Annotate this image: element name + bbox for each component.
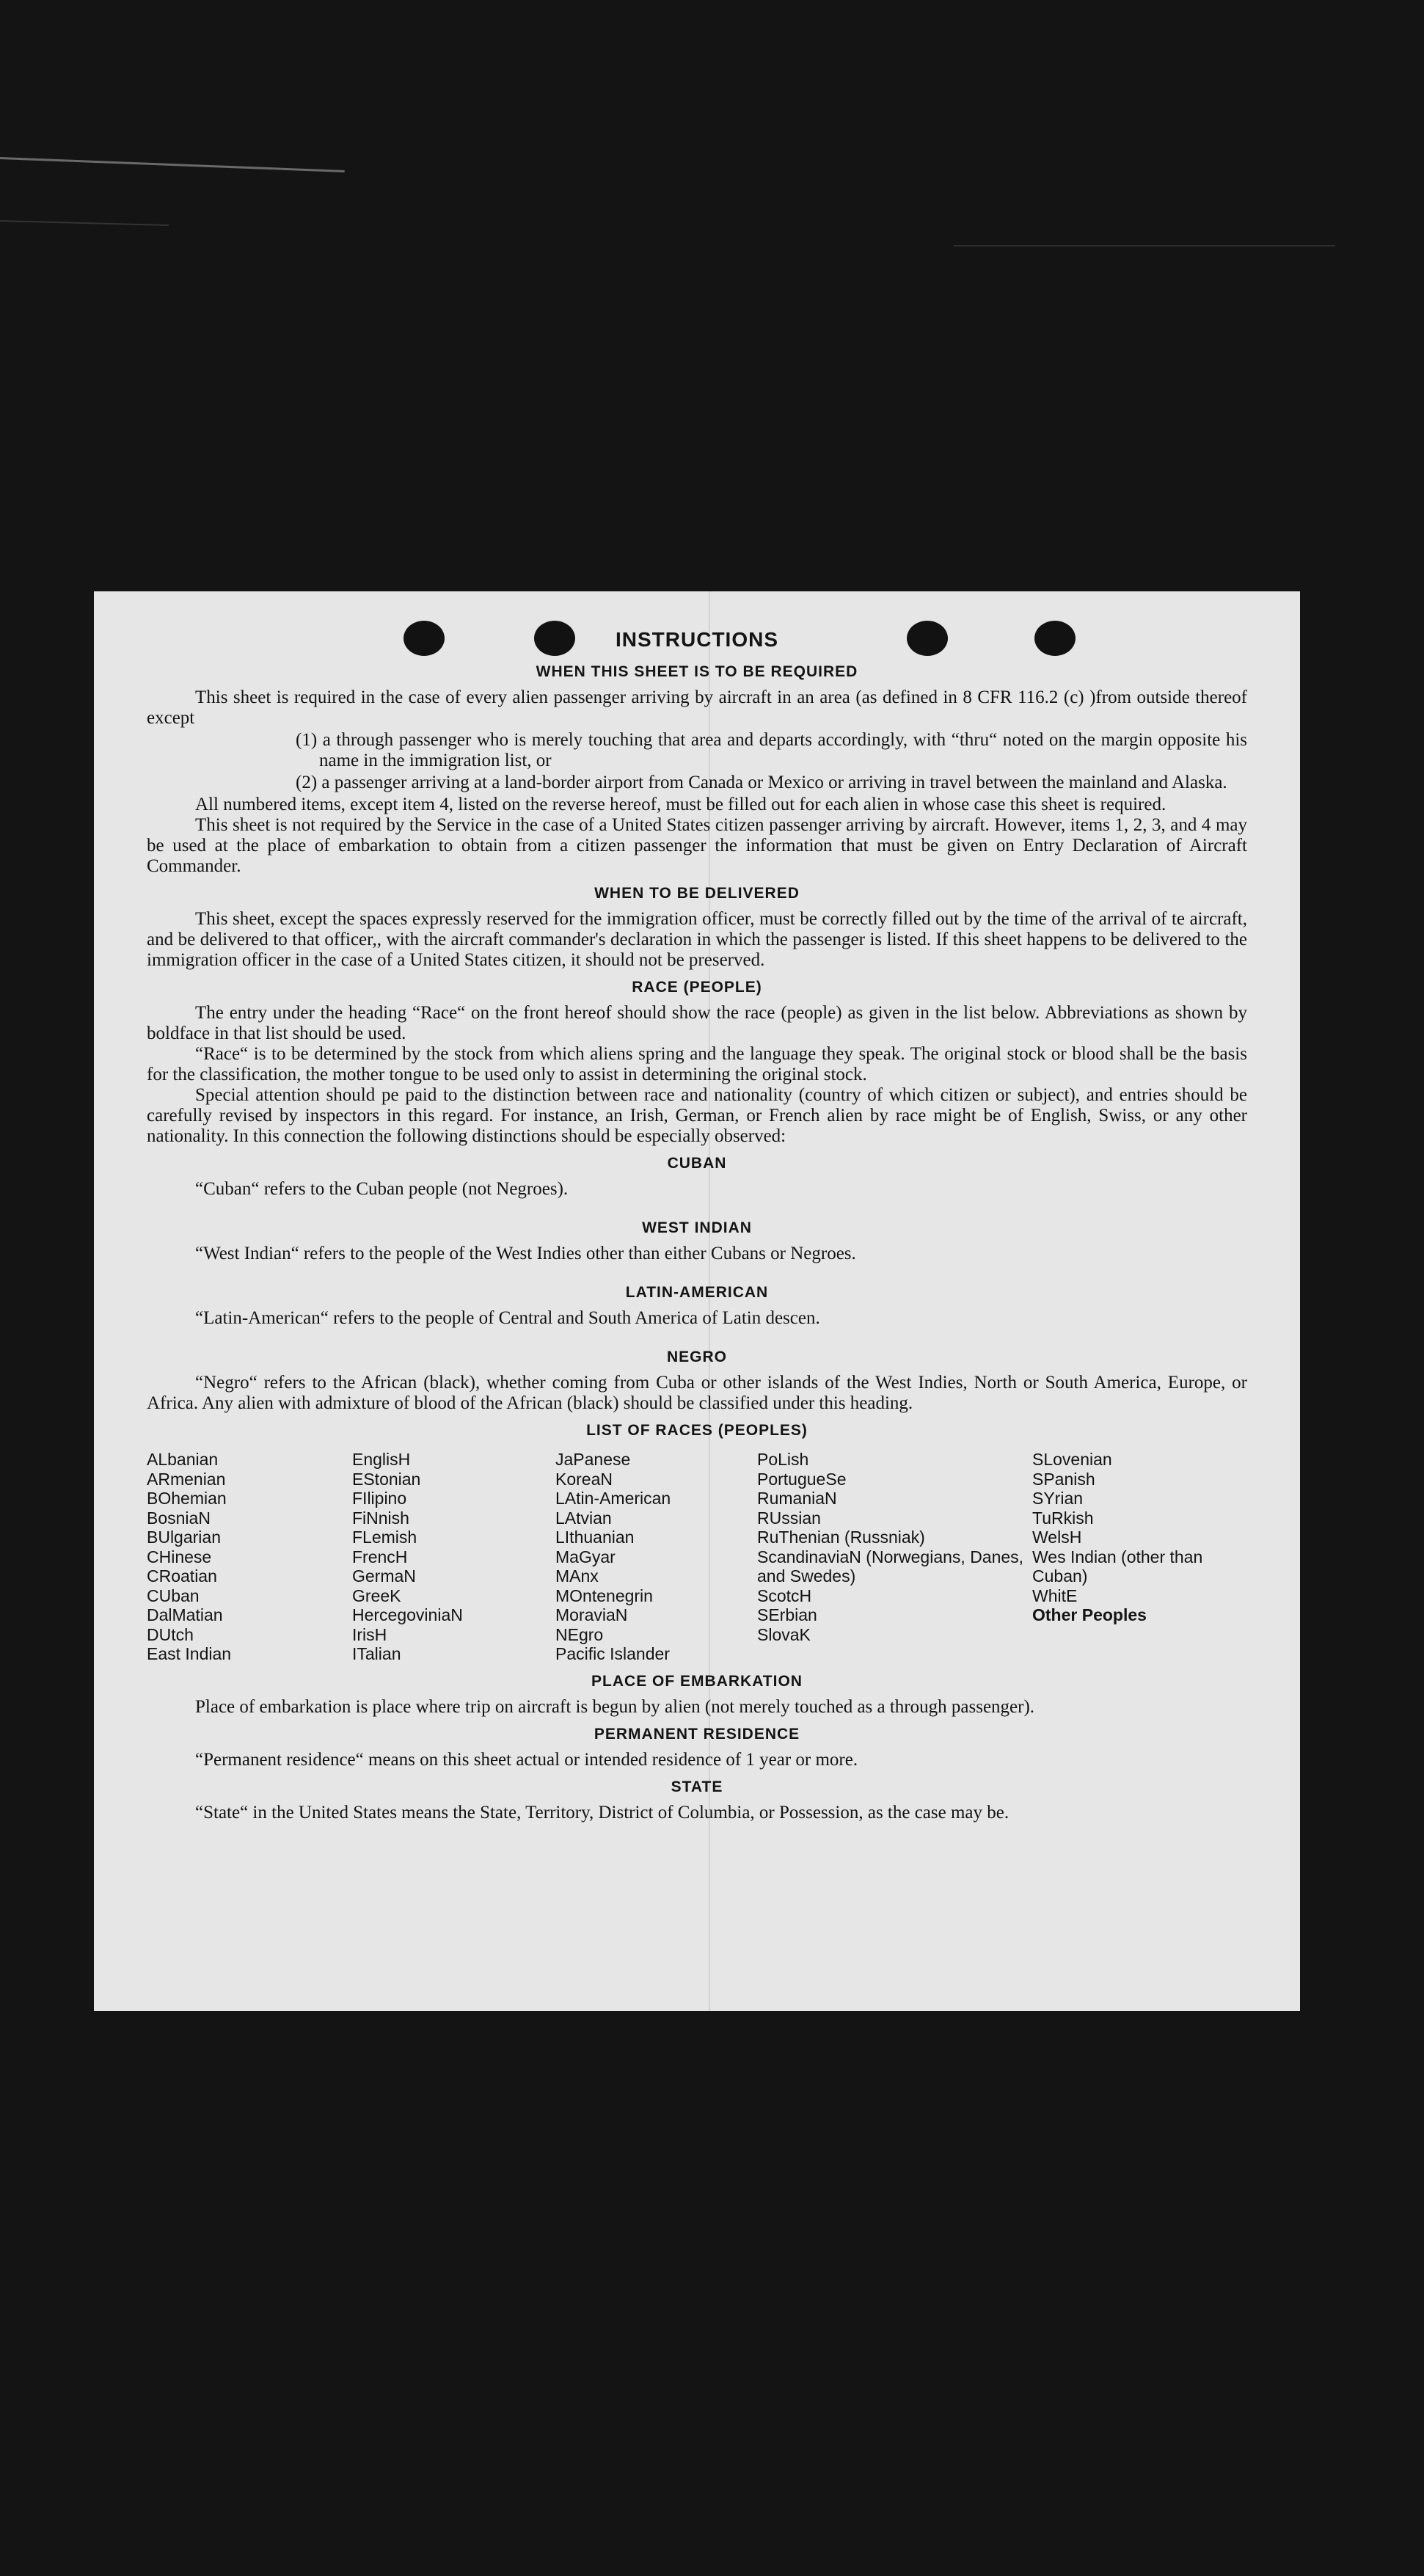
race-item: BOhemian xyxy=(147,1489,227,1508)
race-item: GermaN xyxy=(352,1566,416,1586)
sheet-content xyxy=(147,630,1247,1823)
race-item: SYrian xyxy=(1032,1489,1084,1508)
heading-permanent-residence: PERMANENT RESIDENCE xyxy=(594,1725,800,1743)
race-item: LAtvian xyxy=(555,1508,612,1528)
race-item: Other Peoples xyxy=(1032,1605,1147,1624)
page-title: INSTRUCTIONS xyxy=(616,628,778,651)
race-column xyxy=(1032,1450,1247,1664)
race-item: WelsH xyxy=(1032,1528,1082,1547)
heading-negro: NEGRO xyxy=(666,1349,727,1365)
paragraph-numbered-items: All numbered items, except item 4, listed on the reverse hereof, must be filled out for each alien in whose case this sheet is required. xyxy=(195,795,1166,814)
race-item: FrencH xyxy=(352,1547,408,1566)
race-item: WhitE xyxy=(1032,1586,1078,1605)
race-item: ScotcH xyxy=(757,1586,812,1605)
race-item: ALbanian xyxy=(147,1450,219,1469)
race-item: BosniaN xyxy=(147,1508,211,1528)
race-item: IrisH xyxy=(352,1624,387,1644)
race-item: SPanish xyxy=(1032,1469,1095,1489)
race-item: DalMatian xyxy=(147,1605,223,1624)
paragraph-race-stock: “Race“ is to be determined by the stock from which aliens spring and the language they speak. The original stock or blood shall be the basis for the classification, the mother tongue to be used only to assist in determining the original stock. xyxy=(147,1044,1247,1084)
heading-state: STATE xyxy=(671,1778,723,1795)
heading-west-indian: WEST INDIAN xyxy=(642,1219,752,1236)
race-item: East Indian xyxy=(147,1644,232,1663)
instruction-sheet xyxy=(94,591,1300,2011)
race-item: HercegoviniaN xyxy=(352,1605,463,1624)
race-item: MOntenegrin xyxy=(555,1586,653,1605)
race-item: SLovenian xyxy=(1032,1450,1112,1469)
paragraph-negro: “Negro“ refers to the African (black), whether coming from Cuba or other islands of the West Indies, North or South America, Europe, or Africa. Any alien with admixture of blood of the African (black) should be classified under this heading. xyxy=(147,1373,1247,1413)
race-item: DUtch xyxy=(147,1624,194,1644)
race-item: SlovaK xyxy=(757,1624,811,1644)
race-item: EStonian xyxy=(352,1469,421,1489)
scan-artifact-line xyxy=(954,245,1335,247)
race-item: MAnx xyxy=(555,1566,599,1586)
paragraph-permanent-residence: “Permanent residence“ means on this sheet actual or intended residence of 1 year or more. xyxy=(195,1749,858,1770)
paragraph-race-nationality: Special attention should pe paid to the distinction between race and nationality (country of which citizen or subject), and entries should be carefully revised by inspectors in this regard. For instance, an Irish, German, or French alien by race might be of English, Swiss, or any other nationality. In this connection the following distinctions should be especially observed: xyxy=(147,1085,1247,1146)
heading-race: RACE (PEOPLE) xyxy=(632,979,762,996)
race-item: PortugueSe xyxy=(757,1469,847,1489)
heading-when-delivered: WHEN TO BE DELIVERED xyxy=(594,885,800,902)
race-item: Pacific Islander xyxy=(555,1644,670,1663)
race-item: MaGyar xyxy=(555,1547,616,1566)
race-column xyxy=(555,1450,757,1664)
race-list xyxy=(147,1450,1247,1664)
race-item: ScandinaviaN (Norwegians, Danes, and Swedes) xyxy=(757,1547,1024,1586)
race-column xyxy=(147,1450,352,1664)
race-item: ARmenian xyxy=(147,1469,226,1489)
race-item: RUssian xyxy=(757,1508,821,1528)
race-item: TuRkish xyxy=(1032,1508,1094,1528)
race-item: CHinese xyxy=(147,1547,212,1566)
race-column xyxy=(757,1450,1032,1664)
paragraph-cuban: “Cuban“ refers to the Cuban people (not Negroes). xyxy=(195,1179,569,1199)
race-item: GreeK xyxy=(352,1586,401,1605)
scan-artifact-line xyxy=(0,157,345,172)
paragraph-race-entry: The entry under the heading “Race“ on the front hereof should show the race (people) as given in the list below. Abbreviations as shown by boldface in that list should be used. xyxy=(147,1003,1247,1043)
race-item: KoreaN xyxy=(555,1469,613,1489)
paragraph-citizen: This sheet is not required by the Service in the case of a United States citizen passenger arriving by aircraft. However, items 1, 2, 3, and 4 may be used at the place of embarkation to obtain from a citizen passenger the information that must be given on Entry Declaration of Aircraft Commander. xyxy=(147,815,1247,876)
race-item: RuThenian (Russniak) xyxy=(757,1528,925,1547)
scan-artifact-line xyxy=(0,220,169,226)
race-item: SErbian xyxy=(757,1605,817,1624)
race-item: FLemish xyxy=(352,1528,417,1547)
paragraph-delivery: This sheet, except the spaces expressly reserved for the immigration officer, must be correctly filled out by the time of the arrival of te aircraft, and be delivered to that officer,, with the aircraft commander's declaration in which the passenger is listed. If this sheet happens to be delivered to the immigration officer in the case of a United States citizen, it should not be preserved. xyxy=(147,909,1247,970)
race-item: FIlipino xyxy=(352,1489,407,1508)
race-item: EnglisH xyxy=(352,1450,411,1469)
paragraph-required-intro: This sheet is required in the case of every alien passenger arriving by aircraft in an area (as defined in 8 CFR 116.2 (c) )from outside thereof except xyxy=(147,687,1247,728)
race-item: RumaniaN xyxy=(757,1489,837,1508)
race-item: CUban xyxy=(147,1586,200,1605)
race-item: BUlgarian xyxy=(147,1528,221,1547)
race-item: CRoatian xyxy=(147,1566,217,1586)
exception-item: (2) a passenger arriving at a land-border airport from Canada or Mexico or arriving in travel between the mainland and Alaska. xyxy=(296,773,1227,792)
heading-latin-american: LATIN-AMERICAN xyxy=(625,1284,769,1301)
heading-when-required: WHEN THIS SHEET IS TO BE REQUIRED xyxy=(536,663,858,680)
paragraph-state: “State“ in the United States means the State, Territory, District of Columbia, or Possession, as the case may be. xyxy=(195,1802,1009,1822)
race-item: ITalian xyxy=(352,1644,401,1663)
race-item: NEgro xyxy=(555,1624,604,1644)
heading-list-of-races: LIST OF RACES (PEOPLES) xyxy=(586,1422,808,1439)
race-item: MoraviaN xyxy=(555,1605,628,1624)
race-item: Wes Indian (other than Cuban) xyxy=(1032,1547,1203,1586)
paragraph-latin-american: “Latin-American“ refers to the people of Central and South America of Latin descen. xyxy=(195,1308,820,1328)
race-item: LIthuanian xyxy=(555,1528,635,1547)
race-item: PoLish xyxy=(757,1450,809,1469)
heading-embarkation: PLACE OF EMBARKATION xyxy=(591,1672,803,1690)
exception-item: (1) a through passenger who is merely touching that area and departs accordingly, with “thru“ noted on the margin opposite his name in the immigration list, or xyxy=(296,730,1247,770)
race-item: LAtin-American xyxy=(555,1489,671,1508)
paragraph-west-indian: “West Indian“ refers to the people of the West Indies other than either Cubans or Negroes. xyxy=(195,1244,856,1263)
paragraph-embarkation: Place of embarkation is place where trip on aircraft is begun by alien (not merely touched as a through passenger). xyxy=(195,1696,1035,1717)
heading-cuban: CUBAN xyxy=(667,1155,727,1172)
race-item: FiNnish xyxy=(352,1508,409,1528)
race-item: JaPanese xyxy=(555,1450,631,1469)
race-column xyxy=(352,1450,555,1664)
